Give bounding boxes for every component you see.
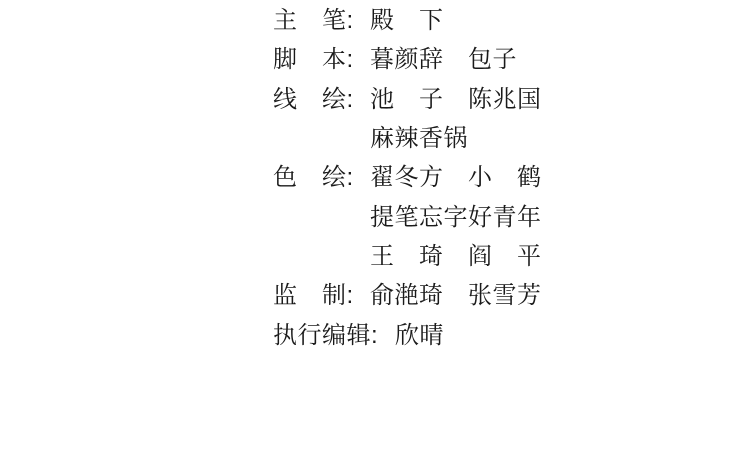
credit-names: 欣晴 (395, 321, 444, 349)
credit-role-label: 脚 本: (273, 46, 354, 74)
credit-row-color-art-continued-2 (273, 237, 542, 276)
credit-names: 翟冬方 小 鹤 (370, 164, 542, 192)
credits-block (273, 1, 542, 355)
credit-names: 王 琦 阎 平 (370, 242, 542, 270)
credit-names: 殿 下 (370, 7, 444, 34)
credit-role-label: 执行编辑: (273, 321, 379, 349)
credit-row-color-art (273, 158, 542, 197)
credit-row-executive-editor (273, 316, 444, 355)
credit-row-line-art (273, 80, 542, 119)
credit-row-line-art-continued (273, 119, 468, 158)
credit-row-script (273, 40, 517, 79)
credit-row-main-artist (273, 1, 444, 40)
credit-role-label: 色 绘: (273, 164, 354, 192)
credit-role-label: 主 笔: (273, 7, 354, 34)
credit-row-color-art-continued (273, 198, 542, 237)
credit-role-label: 线 绘: (273, 85, 354, 113)
credit-row-supervisor (273, 276, 542, 315)
credit-names: 俞滟琦 张雪芳 (370, 282, 542, 310)
credit-names: 提笔忘字好青年 (370, 203, 542, 231)
credit-names: 暮颜辞 包子 (370, 46, 517, 74)
credit-names: 麻辣香锅 (370, 124, 468, 152)
credit-role-label: 监 制: (273, 282, 354, 310)
credit-names: 池 子 陈兆国 (370, 85, 542, 113)
